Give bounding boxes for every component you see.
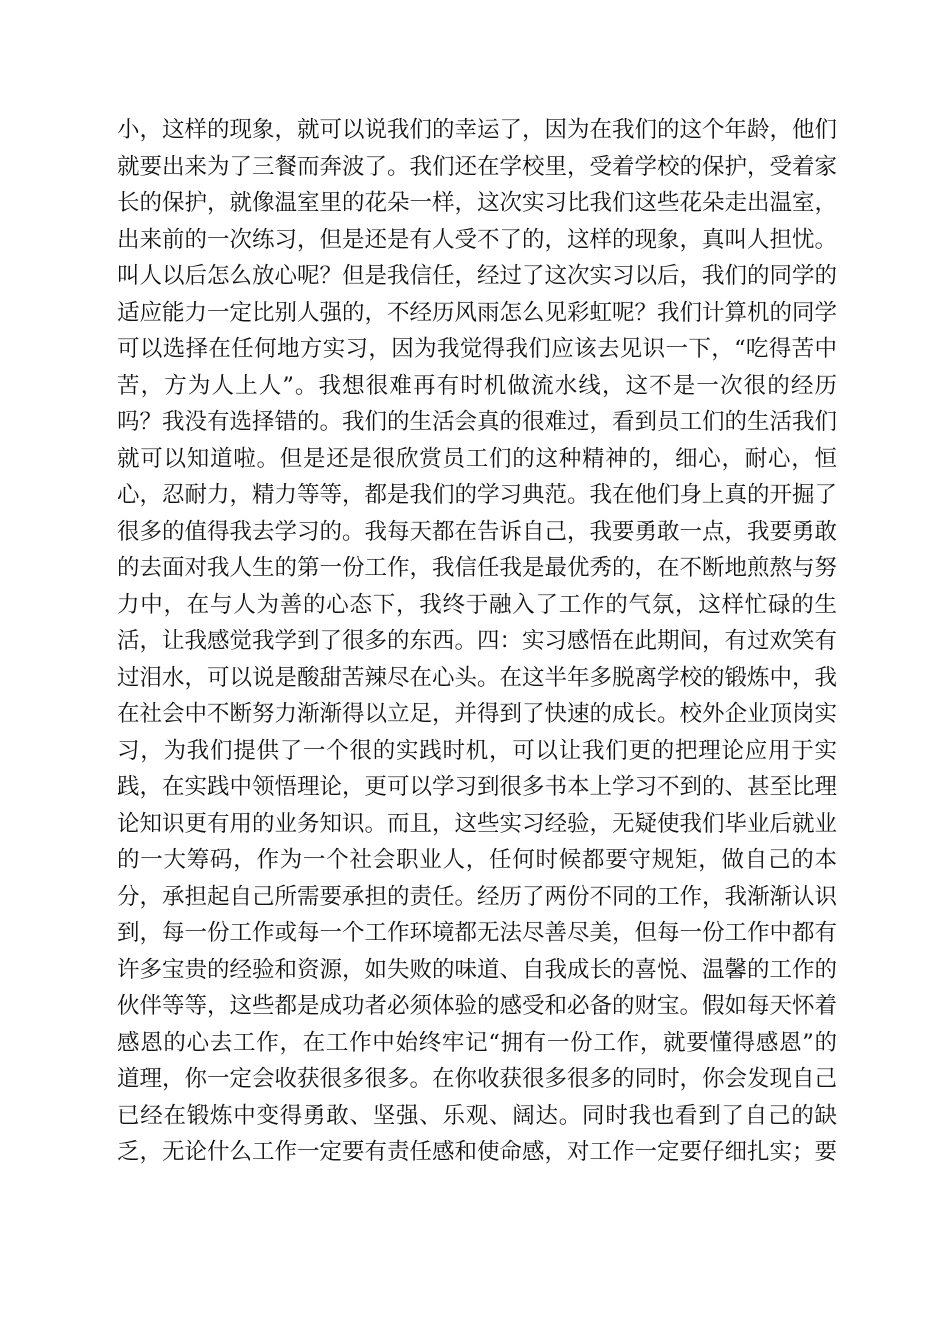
text-line: 过泪水，可以说是酸甜苦辣尽在心头。在这半年多脱离学校的锻炼中，我: [117, 664, 838, 691]
text-line: 许多宝贵的经验和资源，如失败的味道、自我成长的喜悦、温馨的工作的: [117, 956, 838, 983]
text-line: 就要出来为了三餐而奔波了。我们还在学校里，受着学校的保护，受着家: [117, 153, 838, 180]
text-line: 长的保护，就像温室里的花朵一样，这次实习比我们这些花朵走出温室，: [117, 190, 838, 216]
text-line: 就可以知道啦。但是还是很欣赏员工们的这种精神的，细心，耐心，恒: [117, 445, 837, 472]
text-line: 活，让我感觉我学到了很多的东西。四：实习感悟在此期间，有过欢笑有: [117, 628, 838, 654]
text-line: 的一大筹码，作为一个社会职业人，任何时候都要守规矩，做自己的本: [117, 847, 837, 873]
text-line: 可以选择在任何地方实习，因为我觉得我们应该去见识一下，“吃得苦中: [117, 336, 837, 362]
text-line: 心，忍耐力，精力等等，都是我们的学习典范。我在他们身上真的开掘了: [117, 482, 838, 508]
text-line: 小，这样的现象，就可以说我们的幸运了，因为在我们的这个年龄，他们: [117, 117, 838, 143]
text-line: 习，为我们提供了一个很的实践时机，可以让我们更的把理论应用于实: [117, 737, 837, 764]
text-line: 吗？我没有选择错的。我们的生活会真的很难过，看到员工们的生活我们: [117, 409, 838, 435]
text-line: 感恩的心去工作，在工作中始终牢记“拥有一份工作，就要懂得感恩”的: [117, 1029, 837, 1056]
text-line: 践，在实践中领悟理论，更可以学习到很多书本上学习不到的、甚至比理: [117, 774, 838, 800]
text-line: 出来前的一次练习，但是还是有人受不了的，这样的现象，真叫人担忧。: [117, 226, 838, 253]
text-line: 苦，方为人上人”。我想很难再有时机做流水线，这不是一次很的经历: [117, 372, 837, 399]
body-text: [117, 112, 837, 1171]
text-line: 叫人以后怎么放心呢？但是我信任，经过了这次实习以后，我们的同学的: [117, 263, 838, 289]
text-line: 的去面对我人生的第一份工作，我信任我是最优秀的，在不断地煎熬与努: [117, 555, 838, 581]
text-line: 伙伴等等，这些都是成功者必须体验的感受和必备的财宝。假如每天怀着: [117, 993, 838, 1019]
text-line: 已经在锻炼中变得勇敢、坚强、乐观、阔达。同时我也看到了自己的缺: [117, 1102, 837, 1129]
text-line: 很多的值得我去学习的。我每天都在告诉自己，我要勇敢一点，我要勇敢: [117, 518, 838, 545]
text-line: 到，每一份工作或每一个工作环境都无法尽善尽美，但每一份工作中都有: [117, 920, 838, 946]
text-line: 道理，你一定会收获很多很多。在你收获很多很多的同时，你会发现自己: [117, 1066, 838, 1092]
text-line: 论知识更有用的业务知识。而且，这些实习经验，无疑使我们毕业后就业: [117, 810, 838, 837]
text-line: 在社会中不断努力渐渐得以立足，并得到了快速的成长。校外企业顶岗实: [117, 701, 838, 727]
text-line: 适应能力一定比别人强的，不经历风雨怎么见彩虹呢？我们计算机的同学: [117, 299, 838, 326]
text-line: 力中，在与人为善的心态下，我终于融入了工作的气氛，这样忙碌的生: [117, 591, 837, 618]
text-line: 分，承担起自己所需要承担的责任。经历了两份不同的工作，我渐渐认识: [117, 883, 838, 910]
text-line: 乏，无论什么工作一定要有责任感和使命感，对工作一定要仔细扎实；要: [117, 1139, 838, 1165]
